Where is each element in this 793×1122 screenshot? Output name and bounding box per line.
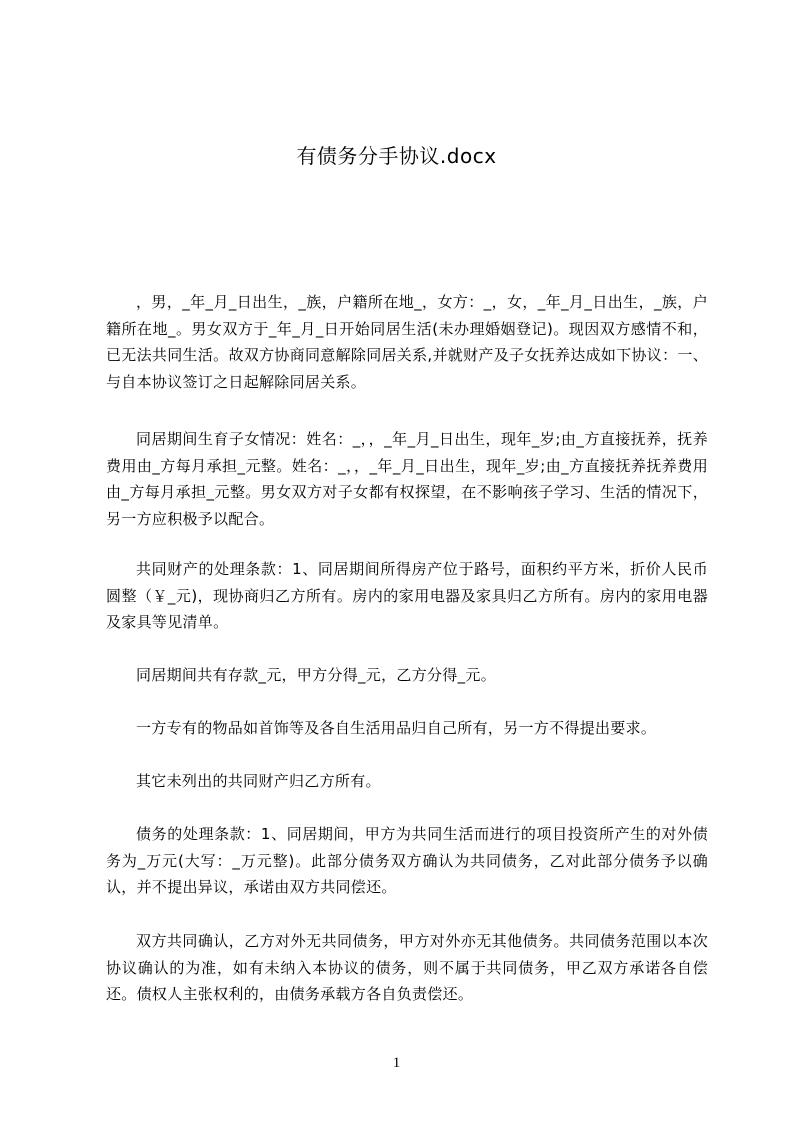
paragraph-debt: 债务的处理条款：1、同居期间，甲方为共同生活而进行的项目投资所产生的对外债务为_万元(大写：_万元整)。此部分债务双方确认为共同债务，乙对此部分债务予以确认，并不提出异议，承诺由双方共同偿还。 xyxy=(106,825,708,896)
paragraph-savings: 同居期间共有存款_元，甲方分得_元，乙方分得_元。 xyxy=(136,666,497,684)
paragraph-children: 同居期间生育子女情况：姓名：_，，_年_月_日出生，现年_岁;由_方直接抚养，抚养费用由_方每月承担_元整。姓名：_，，_年_月_日出生，现年_岁;由_方直接抚养抚养费用由_方每月承担_元整。男女双方对子女都有权探望，在不影响孩子学习、生活的情况下，另一方应积极予以配合。 xyxy=(106,430,708,528)
paragraph-debt-confirmation: 双方共同确认，乙方对外无共同债务，甲方对外亦无其他债务。共同债务范围以本次协议确认的为准，如有未纳入本协议的债务，则不属于共同债务，甲乙双方承诺各自偿还。债权人主张权利的，由债务承载方各自负责偿还。 xyxy=(106,932,708,1003)
document-title: 有债务分手协议.docx xyxy=(296,144,497,168)
paragraph-property: 共同财产的处理条款：1、同居期间所得房产位于路号，面积约平方米，折价人民币圆整（￥_元)，现协商归乙方所有。房内的家用电器及家具归乙方所有。房内的家用电器及家具等见清单。 xyxy=(106,560,708,631)
paragraph-other-property: 其它未列出的共同财产归乙方所有。 xyxy=(136,772,381,790)
page-number: 1 xyxy=(392,1055,401,1071)
paragraph-personal-items: 一方专有的物品如首饰等及各自生活用品归自己所有，另一方不得提出要求。 xyxy=(136,719,657,737)
paragraph-parties: ，男，_年_月_日出生，_族，户籍所在地_，女方：_，女，_年_月_日出生，_族，户籍所在地_。男女双方于_年_月_日开始同居生活(未办理婚姻登记)。现因双方感情不和，已无法共同生活。故双方协商同意解除同居关系,并就财产及子女抚养达成如下协议：一、与自本协议签订之日起解除同居关系。 xyxy=(106,293,708,391)
